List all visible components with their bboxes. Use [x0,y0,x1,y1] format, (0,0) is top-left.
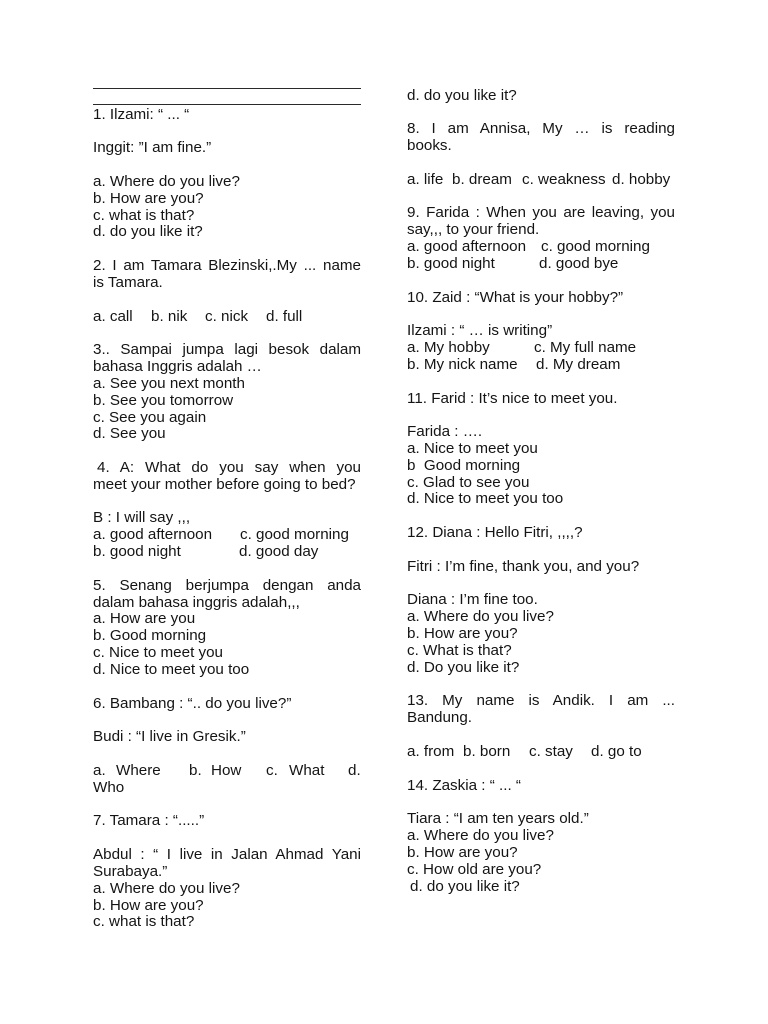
q11-reply: Farida : …. [407,423,483,441]
spacer [407,273,675,290]
q13-options-row [407,744,675,761]
q1-reply: Inggit: ”I am fine.” [93,139,212,157]
q3-option-a: a. See you next month [93,374,245,392]
spacer [93,561,361,578]
spacer [407,306,675,323]
spacer [93,325,361,342]
q10-prompt: 10. Zaid : “What is your hobby?” [407,288,624,306]
q6-reply: Budi : “I live in Gresik.” [93,728,246,746]
q5-prompt-line-2: dalam bahasa inggris adalah,,, [93,593,300,611]
spacer [407,155,675,172]
q6-option-b-text: How [211,761,242,779]
q8-option-a: a. life [407,170,444,188]
q13-option-b: b. born [463,742,511,760]
q2-prompt-line-2: is Tamara. [93,273,163,291]
spacer [93,494,361,511]
q13-prompt-line-1: 13. My name is Andik. I am ... [407,692,675,710]
q5-prompt-line-1: 5. Senang berjumpa dengan anda [93,576,361,594]
q11-option-d: d. Nice to meet you too [407,490,564,508]
q6-option-d-text: Who [93,778,125,796]
spacer [93,679,361,696]
q10-option-b: b. My nick name [407,355,518,373]
q10-options-row-2 [407,357,675,374]
q1-option-b: b. How are you? [93,189,204,207]
q9-prompt-line-1: 9. Farida : When you are leaving, you [407,204,675,222]
q9-options-row-1 [407,239,675,256]
q7-option-d: d. do you like it? [407,86,517,104]
spacer [407,761,675,778]
q5-option-c: c. Nice to meet you [93,644,223,662]
q8-option-c: c. weakness [522,170,606,188]
q8-options-row [407,172,675,189]
q13-option-a: a. from [407,742,455,760]
q14-reply: Tiara : “I am ten years old.” [407,810,589,828]
q1-prompt: 1. Ilzami: “ ... “ [93,105,190,123]
q3-option-d: d. See you [93,425,166,443]
spacer [93,746,361,763]
q12-reply: Fitri : I’m fine, thank you, and you? [407,557,640,575]
q1-option-d: d. do you like it? [93,223,203,241]
q10-reply: Ilzami : “ … is writing” [407,322,553,340]
q9-option-d: d. good bye [539,254,619,272]
q3-option-c: c. See you again [93,408,207,426]
q6-option-a-text: Where [116,761,161,779]
q2-prompt-line-1: 2. I am Tamara Blezinski,.My ... name [93,257,361,275]
spacer [93,712,361,729]
q6-options-row [93,763,361,780]
q13-prompt-line-2: Bandung. [407,709,473,727]
q2-options-row [93,309,361,326]
q6-prompt: 6. Bambang : “.. do you live?” [93,694,292,712]
q7-reply-line-2: Surabaya.” [93,862,168,880]
q11-option-a: a. Nice to meet you [407,439,538,457]
q12-follow-up: Diana : I’m fine too. [407,591,538,609]
left-column [93,107,361,932]
q12-option-d: d. Do you like it? [407,658,520,676]
q12-option-a: a. Where do you live? [407,608,554,626]
q13-option-c: c. stay [529,742,573,760]
header-rule-bottom [93,104,361,105]
q10-option-d: d. My dream [536,355,621,373]
q2-option-c: c. nick [205,307,249,325]
spacer [407,407,675,424]
q13-option-d: d. go to [591,742,642,760]
q5-option-b: b. Good morning [93,627,207,645]
q1-option-a: a. Where do you live? [93,172,240,190]
q7-option-a: a. Where do you live? [93,879,240,897]
q3-option-b: b. See you tomorrow [93,391,234,409]
q11-prompt: 11. Farid : It’s nice to meet you. [407,389,618,407]
q8-option-d: d. hobby [612,170,671,188]
q2-option-d: d. full [266,307,303,325]
q5-option-a: a. How are you [93,610,196,628]
q9-option-a: a. good afternoon [407,238,527,256]
q7-prompt: 7. Tamara : “.....” [93,812,205,830]
spacer [93,292,361,309]
q3-prompt-line-1: 3.. Sampai jumpa lagi besok dalam [93,341,361,359]
spacer [407,576,675,593]
q4-reply: B : I will say ,,, [93,509,191,527]
q11-option-b: b Good morning [407,456,521,474]
q7-reply-line-1: Abdul : “ I live in Jalan Ahmad Yani [93,846,361,864]
q10-options-row-1 [407,340,675,357]
q8-option-b: b. dream [452,170,512,188]
q10-option-a: a. My hobby [407,339,490,357]
right-column [407,88,675,896]
q9-options-row-2 [407,256,675,273]
spacer [407,374,675,391]
q5-option-d: d. Nice to meet you too [93,660,250,678]
spacer [407,677,675,694]
spacer [407,542,675,559]
q4-prompt-line-1: 4. A: What do you say when you [97,458,361,476]
q12-option-b: b. How are you? [407,625,518,643]
q9-prompt-line-2: say,,, to your friend. [407,221,540,239]
q6-option-a-letter: a. [93,761,106,779]
header-rule-top [93,88,361,89]
q4-options-row-2 [93,544,361,561]
spacer [93,443,361,460]
q11-option-c: c. Glad to see you [407,473,530,491]
q4-option-d: d. good day [239,543,319,561]
spacer [93,241,361,258]
q9-option-b: b. good night [407,254,495,272]
q4-option-b: b. good night [93,543,181,561]
q14-prompt: 14. Zaskia : “ ... “ [407,776,521,794]
q4-prompt-line-2: meet your mother before going to bed? [93,475,356,493]
q6-option-d-letter: d. [348,761,361,779]
q14-option-a: a. Where do you live? [407,827,554,845]
q4-option-a: a. good afternoon [93,526,213,544]
spacer [93,830,361,847]
q10-option-c: c. My full name [534,339,637,357]
q2-option-a: a. call [93,307,133,325]
spacer [407,727,675,744]
spacer [407,189,675,206]
q6-option-c-text: What [289,761,325,779]
q9-option-c: c. good morning [541,238,650,256]
q14-option-b: b. How are you? [407,843,518,861]
spacer [407,794,675,811]
q4-options-row-1 [93,527,361,544]
q3-prompt-line-2: bahasa Inggris adalah … [93,358,262,376]
q12-prompt: 12. Diana : Hello Fitri, ,,,,? [407,524,583,542]
spacer [407,104,675,121]
q12-option-c: c. What is that? [407,641,512,659]
spacer [93,123,361,140]
q8-prompt-line-1: 8. I am Annisa, My … is reading [407,120,675,138]
q7-option-c: c. what is that? [93,913,195,931]
q4-option-c: c. good morning [240,526,349,544]
q6-option-c-letter: c. [266,761,278,779]
q14-option-d: d. do you like it? [410,877,520,895]
spacer [407,508,675,525]
spacer [93,797,361,814]
spacer [93,157,361,174]
q8-prompt-line-2: books. [407,137,452,155]
q2-option-b: b. nik [151,307,188,325]
q7-option-b: b. How are you? [93,896,204,914]
q6-option-b-letter: b. [189,761,202,779]
q14-option-c: c. How old are you? [407,860,542,878]
q1-option-c: c. what is that? [93,206,195,224]
